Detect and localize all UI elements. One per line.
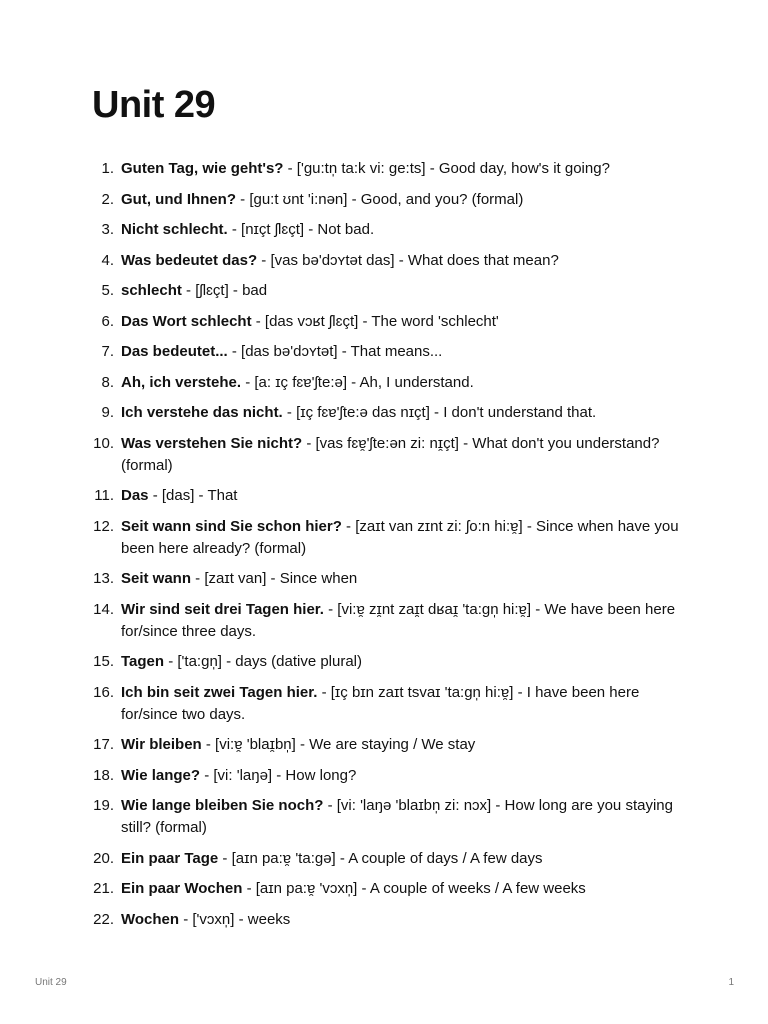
pronunciation-and-translation: - [das bə'dɔʏtət] - That means... xyxy=(227,343,443,360)
german-term: Nicht schlecht. xyxy=(121,221,228,238)
page-number: 1 xyxy=(728,977,734,988)
item-number: 20. xyxy=(93,849,114,867)
pronunciation-and-translation: - [vi:ɐ̯ zɪ̯nt zaɪ̯t dʁaɪ̯ 'ta:gn̩ hi:ɐ̯] - We have been here for/since three days. xyxy=(121,600,676,640)
list-item xyxy=(0,682,700,726)
list-item xyxy=(0,433,700,477)
item-number: 1. xyxy=(101,160,114,177)
item-number: 4. xyxy=(101,251,114,269)
list-item xyxy=(0,878,700,900)
german-term: Seit wann sind Sie schon hier? xyxy=(121,517,342,535)
pronunciation-and-translation: - [zaɪt van] - Since when xyxy=(191,570,358,587)
list-item xyxy=(0,765,700,787)
pronunciation-and-translation: - [vi: 'laŋə 'blaɪbn̩ zi: nɔx] - How long are you staying still? (formal) xyxy=(121,797,673,836)
footer-unit-label: Unit 29 xyxy=(35,977,67,988)
item-number: 15. xyxy=(93,653,114,670)
pronunciation-and-translation: - [vi:ɐ̯ 'blaɪ̯bn̩] - We are staying / We stay xyxy=(201,736,476,753)
list-item xyxy=(0,599,700,643)
german-term: Wir sind seit drei Tagen hier. xyxy=(121,600,324,618)
german-term: Ich verstehe das nicht. xyxy=(121,404,283,421)
list-item xyxy=(0,909,700,931)
item-number: 9. xyxy=(101,404,114,421)
german-term: Gut, und Ihnen? xyxy=(121,190,236,208)
item-number: 3. xyxy=(101,221,114,238)
item-number: 21. xyxy=(93,880,114,897)
german-term: Tagen xyxy=(121,653,165,670)
list-item xyxy=(0,372,700,394)
german-term: Wir bleiben xyxy=(121,736,202,753)
list-item xyxy=(0,280,700,302)
item-number: 19. xyxy=(93,797,114,814)
german-term: Das Wort schlecht xyxy=(121,312,252,330)
item-number: 2. xyxy=(101,190,114,208)
item-number: 11. xyxy=(94,487,114,504)
list-item xyxy=(0,158,700,180)
pronunciation-and-translation: - [das] - That xyxy=(148,487,238,504)
item-number: 18. xyxy=(93,766,114,784)
list-item xyxy=(0,848,700,870)
list-item xyxy=(0,485,700,507)
vocab-list xyxy=(0,158,700,939)
item-number: 22. xyxy=(93,910,114,928)
german-term: Seit wann xyxy=(121,570,192,587)
item-number: 10. xyxy=(93,434,114,452)
item-number: 7. xyxy=(101,343,114,360)
pronunciation-and-translation: - [vas fɛɐ̯'ʃte:ən zi: nɪ̯çt] - What don't you understand? (formal) xyxy=(121,434,660,474)
list-item xyxy=(0,189,700,211)
list-item xyxy=(0,734,700,756)
item-number: 12. xyxy=(93,517,114,535)
item-number: 5. xyxy=(101,282,114,299)
german-term: Was verstehen Sie nicht? xyxy=(121,434,303,452)
german-term: Ah, ich verstehe. xyxy=(121,373,242,391)
item-number: 6. xyxy=(101,312,114,330)
pronunciation-and-translation: - [gu:t ʊnt 'i:nən] - Good, and you? (formal) xyxy=(235,190,524,208)
item-number: 16. xyxy=(93,683,114,701)
list-item xyxy=(0,219,700,241)
item-number: 13. xyxy=(93,570,114,587)
list-item xyxy=(0,795,700,839)
list-item xyxy=(0,311,700,333)
german-term: Wochen xyxy=(121,910,180,928)
list-item xyxy=(0,651,700,673)
pronunciation-and-translation: - [das vɔʁt ʃlɛçt] - The word 'schlecht' xyxy=(251,312,499,330)
pronunciation-and-translation: - [nɪçt ʃlɛçt] - Not bad. xyxy=(227,221,375,238)
german-term: schlecht xyxy=(121,282,182,299)
german-term: Ein paar Tage xyxy=(121,849,219,867)
pronunciation-and-translation: - [vas bə'dɔʏtət das] - What does that mean? xyxy=(257,251,559,269)
pronunciation-and-translation: - ['gu:tn̩ ta:k vi: ge:ts] - Good day, how's it going? xyxy=(283,160,610,177)
item-number: 17. xyxy=(93,736,114,753)
item-number: 8. xyxy=(101,373,114,391)
pronunciation-and-translation: - [aɪn pa:ɐ̯ 'vɔxn̩] - A couple of weeks / A few weeks xyxy=(242,880,586,897)
german-term: Ein paar Wochen xyxy=(121,880,243,897)
pronunciation-and-translation: - [ʃlɛçt] - bad xyxy=(181,282,268,299)
german-term: Wie lange bleiben Sie noch? xyxy=(121,797,324,814)
pronunciation-and-translation: - [aɪn pa:ɐ̯ 'ta:gə] - A couple of days / A few days xyxy=(218,849,543,867)
pronunciation-and-translation: - [zaɪt van zɪnt zi: ʃo:n hi:ɐ̯] - Since when have you been here already? (formal) xyxy=(121,517,679,557)
pronunciation-and-translation: - [ɪç bɪn zaɪt tsvaɪ 'ta:gn̩ hi:ɐ̯] - I have been here for/since two days. xyxy=(121,683,640,723)
pronunciation-and-translation: - [vi: 'laŋə] - How long? xyxy=(200,766,357,784)
german-term: Das xyxy=(121,487,149,504)
list-item xyxy=(0,568,700,590)
list-item xyxy=(0,402,700,424)
pronunciation-and-translation: - ['vɔxn̩] - weeks xyxy=(179,910,291,928)
list-item xyxy=(0,341,700,363)
german-term: Wie lange? xyxy=(121,766,201,784)
item-number: 14. xyxy=(93,600,114,618)
pronunciation-and-translation: - [ɪç fɛɐ'ʃte:ə das nɪçt] - I don't understand that. xyxy=(282,404,597,421)
german-term: Was bedeutet das? xyxy=(121,251,258,269)
page-title: Unit 29 xyxy=(92,84,216,126)
german-term: Guten Tag, wie geht's? xyxy=(121,160,284,177)
german-term: Das bedeutet... xyxy=(121,343,228,360)
list-item xyxy=(0,516,700,560)
german-term: Ich bin seit zwei Tagen hier. xyxy=(121,683,318,701)
pronunciation-and-translation: - [a: ɪç fɛɐ'ʃte:ə] - Ah, I understand. xyxy=(241,373,474,391)
list-item xyxy=(0,250,700,272)
pronunciation-and-translation: - ['ta:gn̩] - days (dative plural) xyxy=(164,653,363,670)
